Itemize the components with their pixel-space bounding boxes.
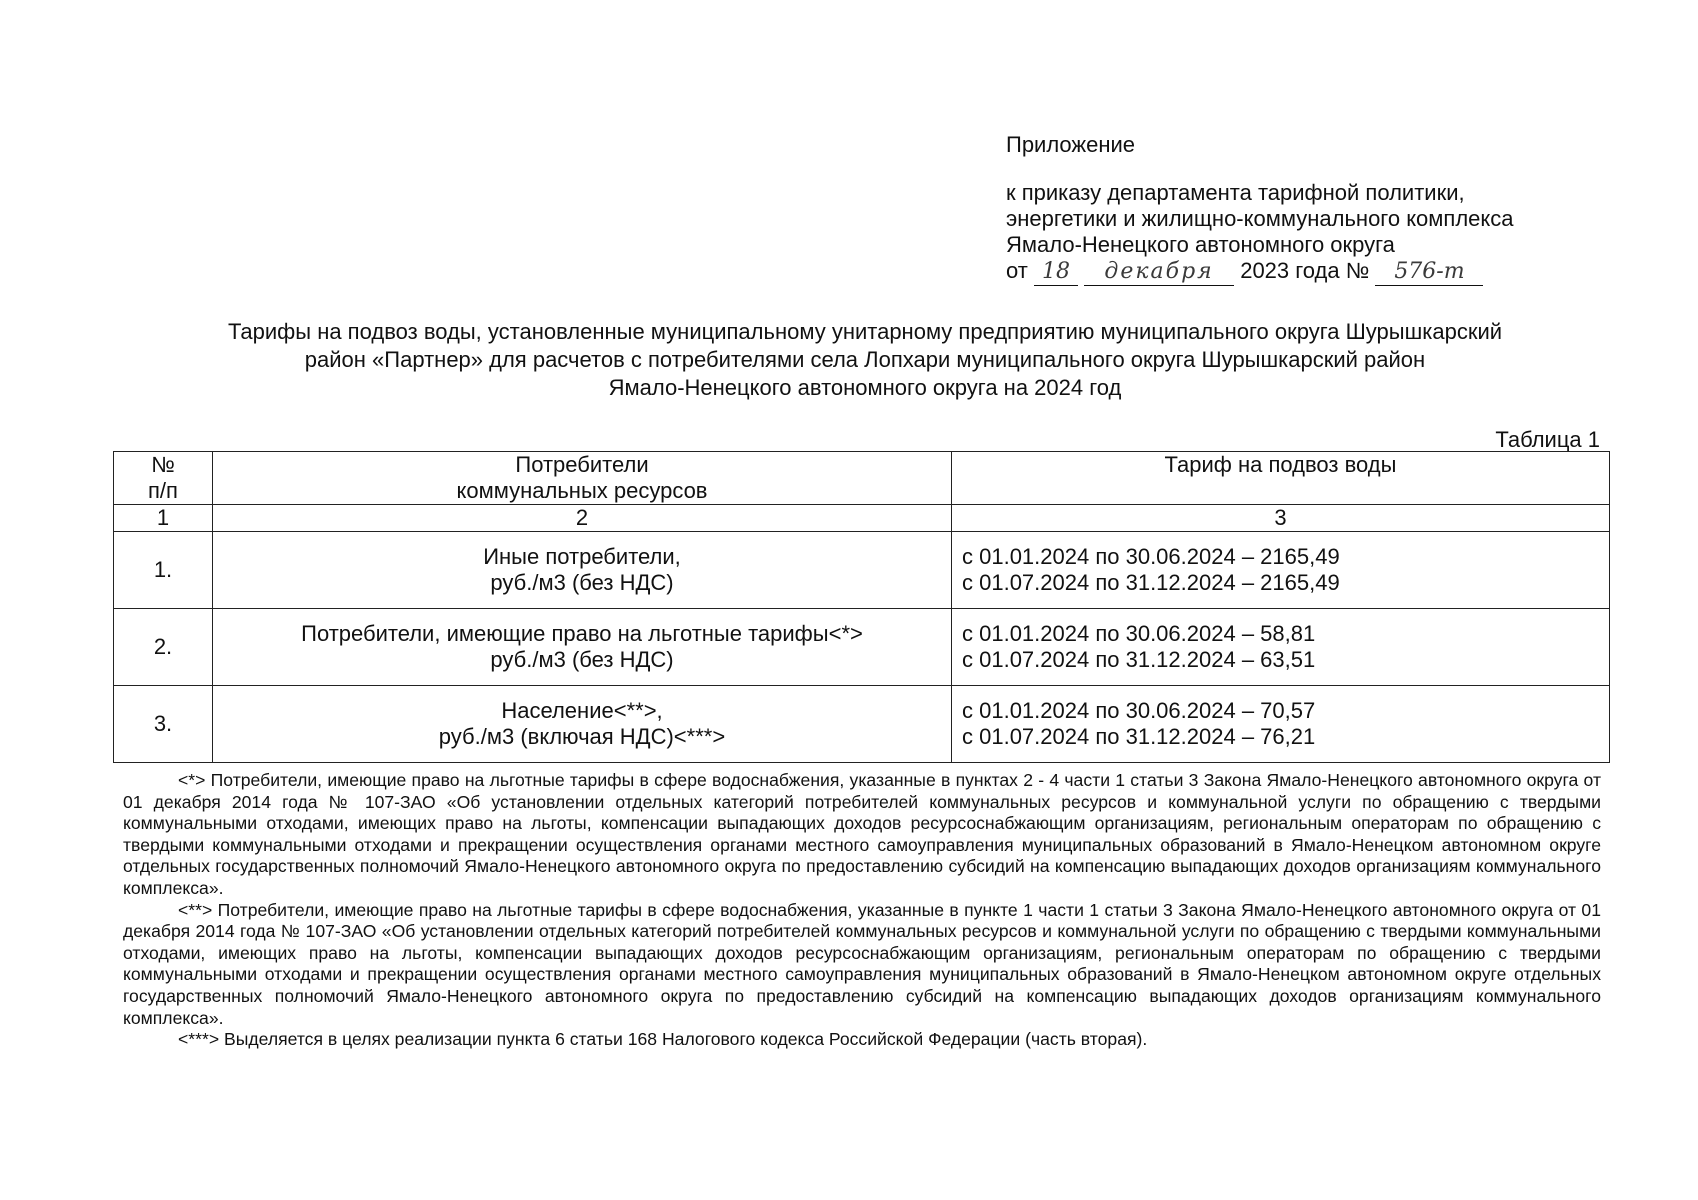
footnote-2: <**> Потребители, имеющие право на льготные тарифы в сфере водоснабжения, указанные в пункте 1 части 1 статьи 3 Закона Ямало-Ненецкого автономного округа от 01 декабря 2014 года № 107-ЗАО «Об установлении отдельных категорий потребителей коммунальных ресурсов и коммунальной услуги по обращению с твердыми коммунальными отходами, имеющих право на льготы, компенсации выпадающих доходов ресурсоснабжающим организациям, региональным операторам по обращению с твердыми коммунальными отходами и прекращении осуществления органами местного самоуправления муниципальных образований в Ямало-Ненецком автономном округе отдельных государственных полномочий Ямало-Ненецкого автономного округа по предоставлению субсидий на компенсацию выпадающих доходов организациям коммунального комплекса». — [123, 899, 1601, 1028]
footnote-3: <***> Выделяется в целях реализации пункта 6 статьи 168 Налогового кодекса Российской Федерации (часть вторая). — [178, 1029, 1148, 1050]
appendix-block — [1006, 132, 1514, 286]
footnote-1: <*> Потребители, имеющие право на льготные тарифы в сфере водоснабжения, указанные в пунктах 2 - 4 части 1 статьи 3 Закона Ямало-Ненецкого автономного округа от 01 декабря 2014 года № 107-ЗАО «Об установлении отдельных категорий потребителей коммунальных ресурсов и коммунальной услуги по обращению с твердыми коммунальными отходами, имеющих право на льготы, компенсации выпадающих доходов ресурсоснабжающим организациям, региональным операторам по обращению с твердыми коммунальными отходами и прекращении осуществления органами местного самоуправления муниципальных образований в Ямало-Ненецком автономном округе отдельных государственных полномочий Ямало-Ненецкого автономного округа по предоставлению субсидий на компенсацию выпадающих доходов организациям коммунального комплекса». — [123, 770, 1601, 898]
title-line-3: Ямало-Ненецкого автономного округа на 2024 год — [608, 375, 1122, 400]
table-label: Таблица 1 — [1495, 427, 1600, 452]
row-consumer: Иные потребители, руб./м3 (без НДС) — [213, 532, 952, 609]
row-number: 3. — [114, 686, 213, 763]
handwritten-month: декабря — [1084, 259, 1234, 286]
table-row — [114, 532, 1610, 609]
row-tariff: с 01.01.2024 по 30.06.2024 – 2165,49 с 01.07.2024 по 31.12.2024 – 2165,49 — [952, 532, 1610, 609]
header-tariff: Тариф на подвоз воды — [952, 452, 1610, 505]
appendix-line-3: Ямало-Ненецкого автономного округа — [1006, 232, 1395, 257]
footnotes — [123, 770, 1601, 1051]
year-text: 2023 года № — [1240, 258, 1370, 283]
row-consumer: Потребители, имеющие право на льготные тарифы<*> руб./м3 (без НДС) — [213, 609, 952, 686]
tariff-table — [113, 451, 1610, 763]
row-consumer: Население<**>, руб./м3 (включая НДС)<***> — [213, 686, 952, 763]
row-tariff: с 01.01.2024 по 30.06.2024 – 70,57 с 01.07.2024 по 31.12.2024 – 76,21 — [952, 686, 1610, 763]
appendix-line-2: энергетики и жилищно-коммунального комплекса — [1006, 206, 1514, 231]
handwritten-day: 18 — [1034, 259, 1078, 286]
row-number: 1. — [114, 532, 213, 609]
column-number: 2 — [213, 505, 952, 532]
document-title — [120, 318, 1610, 402]
handwritten-order-number: 576-т — [1375, 259, 1483, 286]
header-number: № п/п — [114, 452, 213, 505]
title-line-2: район «Партнер» для расчетов с потребителями села Лопхари муниципального округа Шурышкарский район — [304, 347, 1426, 372]
header-consumers: Потребители коммунальных ресурсов — [213, 452, 952, 505]
appendix-heading: Приложение — [1006, 132, 1136, 157]
date-prefix: от — [1006, 258, 1028, 283]
row-number: 2. — [114, 609, 213, 686]
order-date-line — [1006, 258, 1514, 286]
table-row — [114, 609, 1610, 686]
appendix-line-1: к приказу департамента тарифной политики, — [1006, 180, 1465, 205]
column-number-row — [114, 505, 1610, 532]
table-header-row — [114, 452, 1610, 505]
table-row — [114, 686, 1610, 763]
title-line-1: Тарифы на подвоз воды, установленные муниципальному унитарному предприятию муниципального округа Шурышкарский — [227, 319, 1503, 344]
column-number: 1 — [114, 505, 213, 532]
column-number: 3 — [952, 505, 1610, 532]
row-tariff: с 01.01.2024 по 30.06.2024 – 58,81 с 01.07.2024 по 31.12.2024 – 63,51 — [952, 609, 1610, 686]
